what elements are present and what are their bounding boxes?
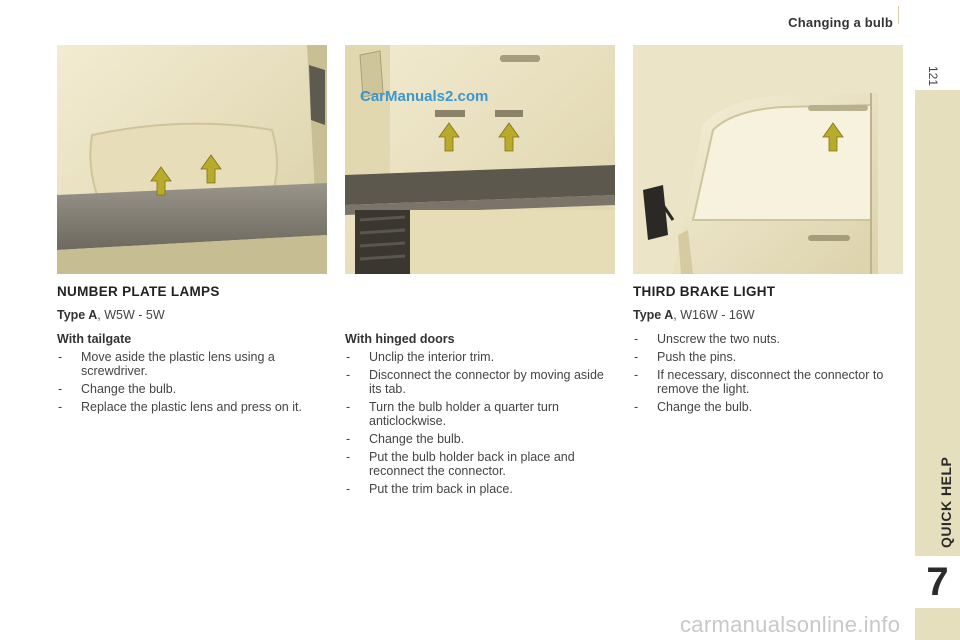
page-number: 121: [926, 66, 940, 87]
list-item: - Change the bulb.: [345, 432, 613, 446]
list-item: - Put the trim back in place.: [345, 482, 613, 496]
type-label: Type A: [57, 308, 98, 322]
section-title-third-brake-light: THIRD BRAKE LIGHT: [633, 284, 776, 299]
list-item: - If necessary, disconnect the connector to remove the light.: [633, 368, 901, 396]
photo-hinged-doors-number-plate: [345, 45, 615, 274]
photo-third-brake-light: [633, 45, 903, 274]
list-item: - Change the bulb.: [633, 400, 901, 414]
list-item: - Disconnect the connector by moving aside its tab.: [345, 368, 613, 396]
bulb-type-number-plate: [57, 308, 165, 322]
watermark-carmanuals2: CarManuals2.com: [360, 88, 489, 105]
page-header-title: Changing a bulb: [788, 15, 893, 30]
instructions-third-brake-light: [633, 332, 901, 418]
list-item: - Turn the bulb holder a quarter turn anticlockwise.: [345, 400, 613, 428]
instructions-tailgate: [57, 332, 325, 418]
section-title-number-plate-lamps: NUMBER PLATE LAMPS: [57, 284, 220, 299]
watermark-carmanualsonline[interactable]: carmanualsonline.info: [680, 612, 901, 637]
bulb-type-brake-light: [633, 308, 755, 322]
list-item: - Push the pins.: [633, 350, 901, 364]
side-tab-label: QUICK HELP: [938, 456, 954, 548]
list-item: - Move aside the plastic lens using a screwdriver.: [57, 350, 325, 378]
type-value: , W16W - 16W: [673, 308, 755, 322]
list-item: - Replace the plastic lens and press on it.: [57, 400, 325, 414]
header-divider: [898, 6, 899, 24]
photo-tailgate-number-plate: [57, 45, 327, 274]
subheading-with-tailgate: With tailgate: [57, 332, 132, 346]
type-label: Type A: [633, 308, 674, 322]
subheading-with-hinged-doors: With hinged doors: [345, 332, 455, 346]
list-item: - Unscrew the two nuts.: [633, 332, 901, 346]
type-value: , W5W - 5W: [97, 308, 165, 322]
chapter-number: 7: [926, 560, 949, 604]
list-item: - Unclip the interior trim.: [345, 350, 613, 364]
list-item: - Put the bulb holder back in place and reconnect the connector.: [345, 450, 613, 478]
list-item: - Change the bulb.: [57, 382, 325, 396]
instructions-hinged-doors: [345, 332, 613, 500]
